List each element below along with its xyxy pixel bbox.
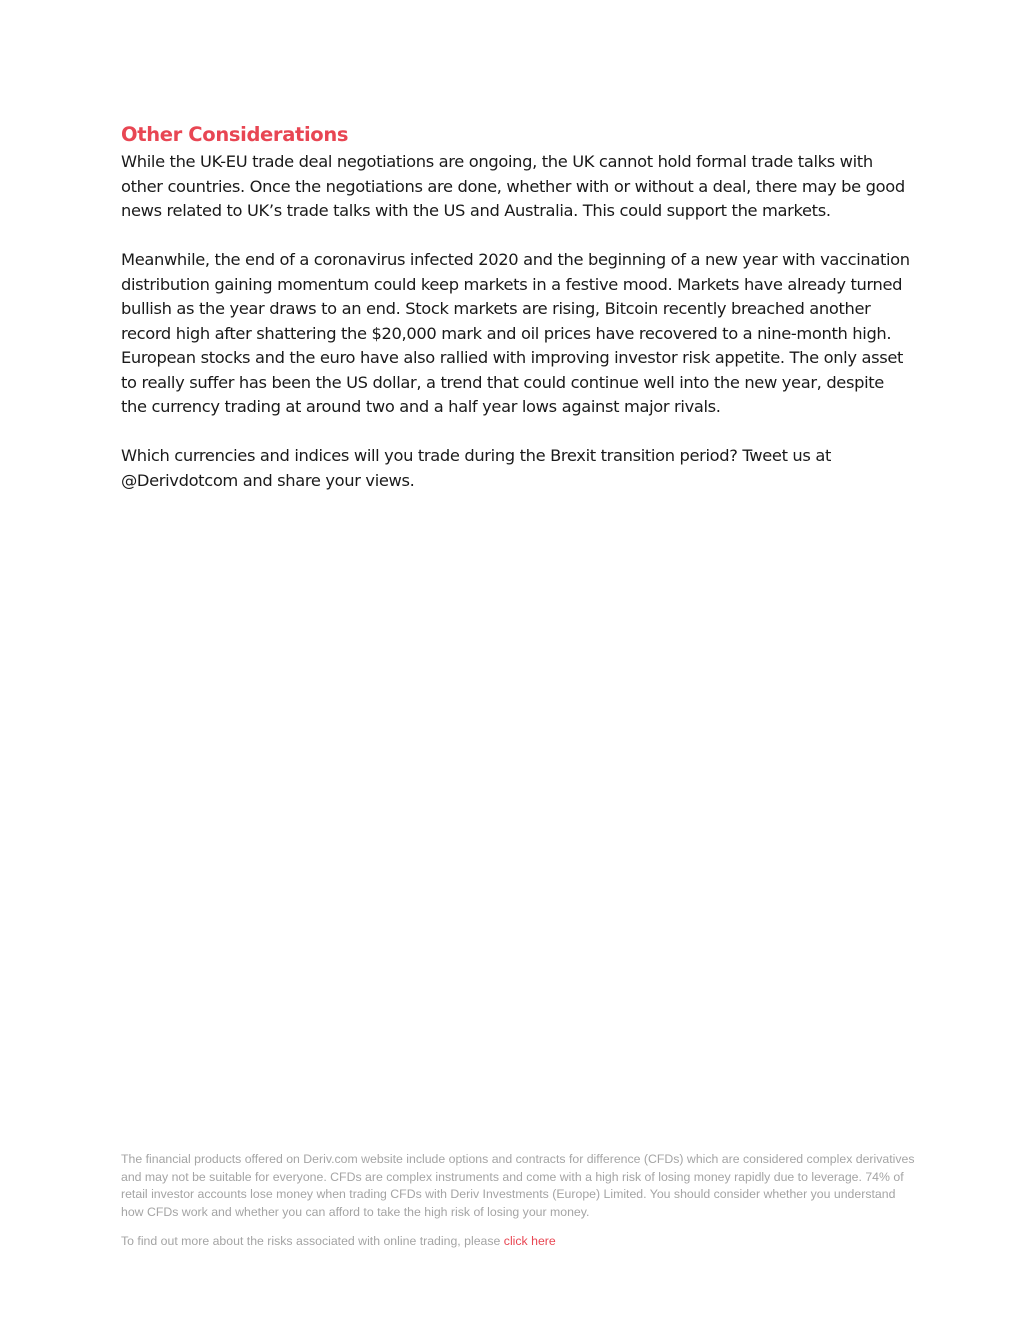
article-body: [121, 122, 911, 518]
click-here-link[interactable]: click here: [503, 1234, 556, 1249]
risk-info-text: To find out more about the risks associated with online trading, please: [121, 1234, 504, 1249]
section-title: Other Considerations: [121, 123, 349, 146]
risk-disclaimer-footer: [121, 1151, 921, 1251]
paragraph-market-outlook: Meanwhile, the end of a coronavirus infected 2020 and the beginning of a new year with vaccination distribution gaining momentum could keep markets in a festive mood. Markets have already turned bullish as the year draws to an end. Stock markets are rising, Bitcoin recently breached another record high after shattering the $20,000 mark and oil prices have recovered to a nine-month high. European stocks and the euro have also rallied with improving investor risk appetite. The only asset to really suffer has been the US dollar, a trend that could continue well into the new year, despite the currency trading at around two and a half year lows against major rivals.: [121, 250, 910, 416]
risk-info-line: [121, 1233, 921, 1251]
paragraph-call-to-action: Which currencies and indices will you trade during the Brexit transition period? Tweet us at @Derivdotcom and share your views.: [121, 446, 832, 490]
cfd-disclaimer-text: The financial products offered on Deriv.com website include options and contracts for difference (CFDs) which are considered complex derivatives and may not be suitable for everyone. CFDs are complex instruments and come with a high risk of losing money rapidly due to leverage. 74% of retail investor accounts lose money when trading CFDs with Deriv Investments (Europe) Limited. You should consider whether you understand how CFDs work and whether you can afford to take the high risk of losing your money.: [121, 1152, 915, 1219]
paragraph-trade-talks: While the UK-EU trade deal negotiations are ongoing, the UK cannot hold formal trade talks with other countries. Once the negotiations are done, whether with or without a deal, there may be good news related to UK’s trade talks with the US and Australia. This could support the markets.: [121, 152, 905, 220]
